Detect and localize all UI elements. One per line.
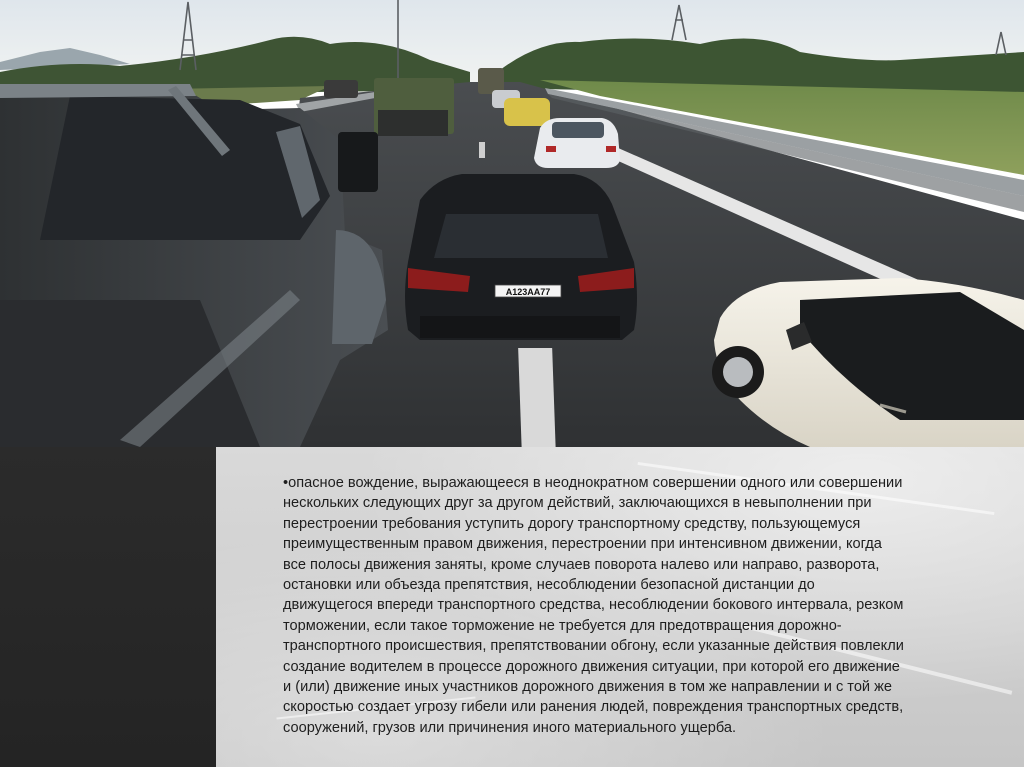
body-text: •опасное вождение, выражающееся в неоднократном совершении одного или совершении нескольких следующих друг за другом действий, заключающихся в невыполнении при перестроении требования уступить дорогу транспортному средству, пользующемуся преимущественным правом движения, перестроении при интенсивном движении, когда все полосы движения заняты, кроме случаев поворота налево или направо, разворота, остановки или объезда препятствия, несоблюдении безопасной дистанции до движущегося впереди транспортного средства, несоблюдении бокового интервала, резком торможении, если такое торможение не требуется для предотвращения дорожно- транспортного происшествия, препятствовании обгону, если указанные действия повлекли создание водителем в процессе дорожного движения ситуации, при которой его движение и (или) движение иных участников дорожного движения в том же направлении и с той же скоростью создает угрозу гибели или ранения людей, повреждения транспортных средств, сооружений, грузов или причинения иного материального ущерба. xyxy=(283,475,904,736)
black-car xyxy=(405,174,637,340)
dark-side-panel xyxy=(0,447,216,767)
white-sedan-distant xyxy=(534,118,620,168)
text-panel xyxy=(216,447,1024,767)
svg-text:А123АА77: А123АА77 xyxy=(505,287,551,297)
